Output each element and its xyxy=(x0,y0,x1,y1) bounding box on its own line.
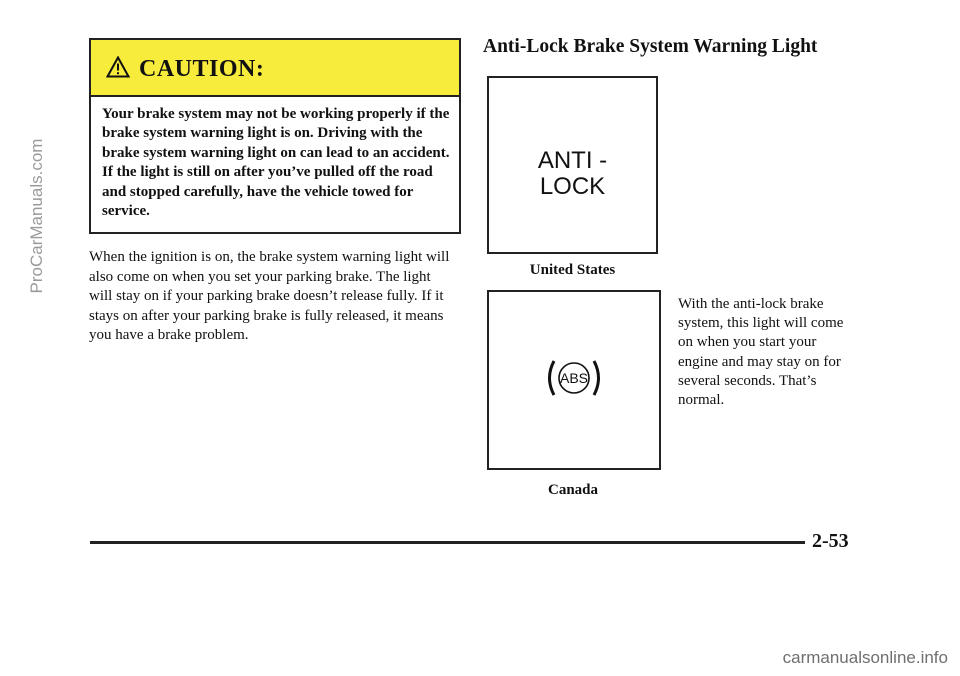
us-lamp-label: United States xyxy=(529,262,616,278)
caution-header xyxy=(91,40,459,97)
anti-lock-lamp-text xyxy=(489,148,656,200)
caution-title: CAUTION: xyxy=(139,56,265,82)
page-number: 2-53 xyxy=(812,530,849,552)
brake-warning-paragraph: When the ignition is on, the brake system warning light will also come on when you set your parking brake. The light will stay on if your parking brake doesn’t release fully. If it stays on after your parking brake is fully released, it means you have a brake problem. xyxy=(89,249,450,343)
caution-text: Your brake system may not be working properly if the brake system warning light is on. Driving with the brake system warning light on can lead to an accident. If the light is still on after you’ve pulled off the road and stopped carefully, have the vehicle towed for service. xyxy=(102,106,450,220)
section-title: Anti-Lock Brake System Warning Light xyxy=(483,36,818,57)
canada-lamp-label: Canada xyxy=(547,482,599,498)
abs-icon xyxy=(544,354,604,402)
watermark: ProCarManuals.com xyxy=(27,138,46,294)
site-footer-link[interactable]: carmanualsonline.info xyxy=(782,648,948,667)
caution-box xyxy=(89,38,461,234)
us-warning-lamp xyxy=(487,76,658,254)
canada-warning-lamp xyxy=(487,290,661,470)
anti-lock-line2: LOCK xyxy=(539,173,606,200)
anti-lock-description: With the anti-lock brake system, this light will come on when you start your engine and may stay on for several seconds. That’s normal. xyxy=(678,296,844,409)
warning-triangle-icon xyxy=(106,56,130,78)
footer-rule xyxy=(90,541,805,544)
abs-icon-text: ABS xyxy=(559,370,589,386)
anti-lock-line1: ANTI - xyxy=(537,147,608,174)
